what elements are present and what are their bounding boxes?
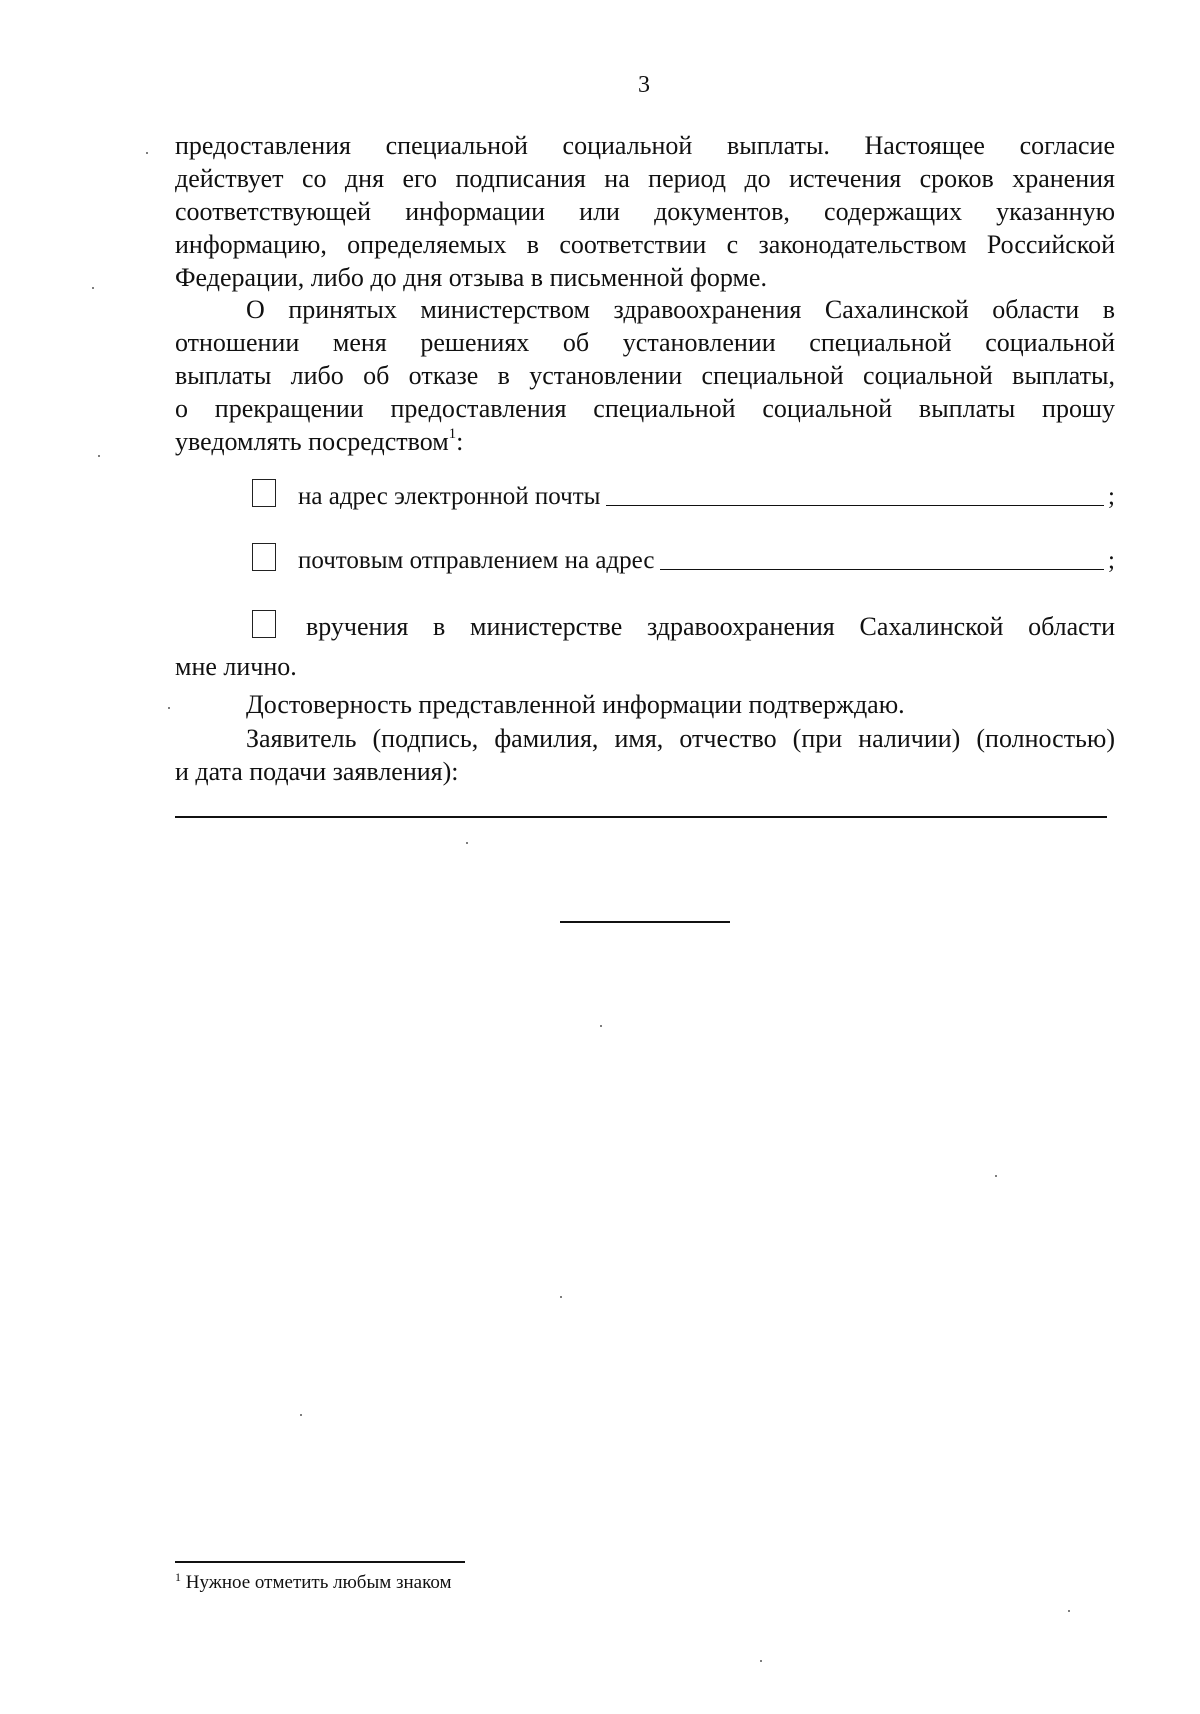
notification-paragraph	[175, 293, 1115, 458]
paragraph-line: информацию, определяемых в соответствии с законодательством Российской	[175, 230, 1115, 259]
consent-paragraph	[175, 129, 1115, 294]
scan-speck	[98, 455, 100, 457]
scan-speck	[466, 842, 468, 844]
email-address-field[interactable]	[606, 505, 1104, 506]
scan-speck	[1068, 1610, 1070, 1612]
scan-speck	[560, 1296, 562, 1298]
postal-address-field[interactable]	[660, 569, 1104, 570]
notify-via-text: уведомлять посредством	[175, 427, 449, 456]
scan-speck	[600, 1025, 602, 1027]
footnote-separator	[175, 1561, 465, 1563]
option-post	[252, 541, 1115, 575]
confirmation-text: Достоверность представленной информации подтверждаю.	[246, 690, 905, 719]
paragraph-line-last	[175, 425, 1115, 458]
option-personal	[252, 604, 1115, 642]
post-checkbox[interactable]	[252, 543, 276, 571]
scan-speck	[168, 707, 170, 709]
scan-speck	[995, 1175, 997, 1177]
page-number: 3	[638, 72, 650, 98]
footnote-number: 1	[175, 1570, 181, 1584]
personal-option-label: вручения в министерстве здравоохранения Сахалинской области	[306, 612, 1115, 641]
paragraph-line: действует со дня его подписания на период до истечения сроков хранения	[175, 164, 1115, 193]
paragraph-line: соответствующей информации или документов, содержащих указанную	[175, 197, 1115, 226]
scan-speck	[92, 287, 94, 289]
colon: :	[456, 427, 464, 456]
scan-speck	[146, 152, 148, 154]
footnote	[175, 1572, 452, 1594]
option-email	[252, 477, 1115, 511]
applicant-block	[175, 722, 1115, 788]
paragraph-line: о прекращении предоставления специальной социальной выплаты прошу	[175, 394, 1115, 423]
paragraph-line: отношении меня решениях об установлении специальной социальной	[175, 328, 1115, 357]
paragraph-line: предоставления специальной социальной выплаты. Настоящее согласие	[175, 131, 1115, 160]
applicant-line: Заявитель (подпись, фамилия, имя, отчество (при наличии) (полностью)	[246, 724, 1115, 753]
email-checkbox[interactable]	[252, 479, 276, 507]
footnote-text: Нужное отметить любым знаком	[185, 1572, 452, 1593]
applicant-line: и дата подачи заявления):	[175, 757, 459, 786]
paragraph-line: Федерации, либо до дня отзыва в письменной форме.	[175, 263, 767, 292]
signature-line[interactable]	[175, 816, 1107, 818]
semicolon: ;	[1108, 547, 1115, 574]
paragraph-line: О принятых министерством здравоохранения Сахалинской области в	[246, 295, 1115, 324]
post-option-label: почтовым отправлением на адрес	[298, 547, 655, 574]
personal-checkbox[interactable]	[252, 610, 276, 638]
semicolon: ;	[1108, 483, 1115, 510]
footnote-reference: 1	[448, 426, 457, 442]
email-option-label: на адрес электронной почты	[298, 483, 601, 510]
paragraph-line: выплаты либо об отказе в установлении специальной социальной выплаты,	[175, 361, 1115, 390]
scan-speck	[760, 1660, 762, 1662]
scan-speck	[300, 1414, 302, 1416]
personal-option-continuation: мне лично.	[175, 652, 297, 681]
end-separator-line	[560, 921, 730, 923]
